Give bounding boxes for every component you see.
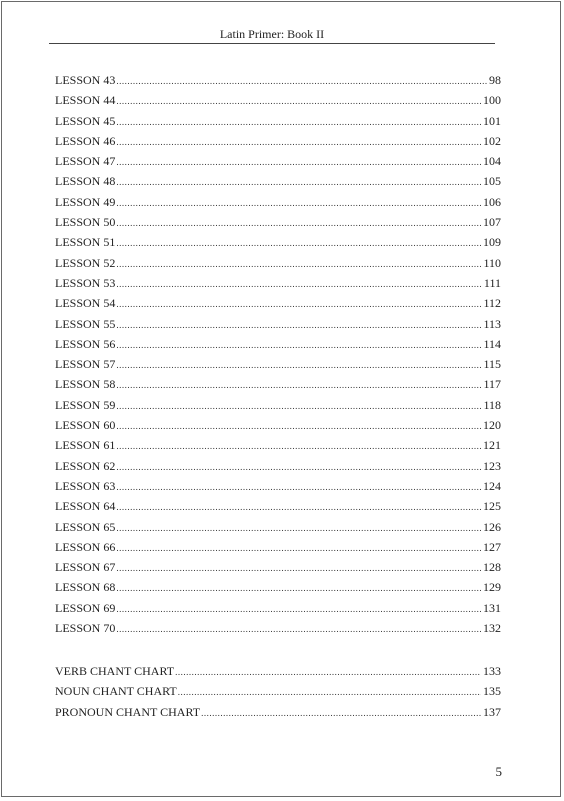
lesson-entry-label: LESSON 68 — [55, 580, 116, 595]
lesson-entry-label: LESSON 52 — [55, 255, 116, 270]
lesson-entry-page: 104 — [483, 154, 501, 169]
lesson-entry — [55, 435, 501, 455]
lesson-entry — [55, 212, 501, 232]
lesson-entry-page: 126 — [483, 519, 501, 534]
lesson-entry-label: LESSON 54 — [55, 296, 116, 311]
lesson-entry-label: LESSON 65 — [55, 519, 116, 534]
lesson-entry-label: LESSON 69 — [55, 600, 116, 615]
dot-leader — [116, 518, 481, 538]
appendix-entry-page: 137 — [483, 704, 501, 719]
dot-leader — [116, 132, 481, 152]
appendix-entry — [55, 702, 501, 722]
dot-leader — [116, 315, 481, 335]
lesson-entry-page: 125 — [483, 499, 501, 514]
appendix-entry-page: 133 — [483, 664, 501, 678]
lesson-entry — [55, 293, 501, 313]
lesson-entry-label: LESSON 62 — [55, 458, 116, 473]
lesson-entry-label: LESSON 51 — [55, 235, 116, 250]
lesson-entry-label: LESSON 47 — [55, 154, 116, 169]
lesson-entry-page: 118 — [483, 397, 501, 412]
lesson-entry-label: LESSON 46 — [55, 133, 116, 148]
lesson-entry-label: LESSON 57 — [55, 357, 116, 372]
lesson-entry-page: 121 — [483, 438, 501, 453]
page-number: 5 — [495, 764, 502, 779]
running-header — [49, 26, 495, 44]
lesson-entry — [55, 476, 501, 496]
lesson-entry-page: 120 — [483, 418, 501, 433]
lesson-entry-page: 112 — [483, 296, 501, 311]
dot-leader — [116, 274, 482, 294]
appendix-entry — [55, 681, 501, 701]
dot-leader — [116, 477, 481, 497]
dot-leader — [116, 355, 481, 375]
dot-leader — [175, 662, 481, 682]
lesson-entry — [55, 151, 501, 171]
appendix-entry-label: VERB CHANT CHART — [55, 664, 175, 678]
lesson-entry-label: LESSON 70 — [55, 621, 116, 636]
lesson-entry-page: 117 — [483, 377, 501, 392]
lesson-entry-label: LESSON 67 — [55, 560, 116, 575]
lesson-entry-page: 107 — [483, 215, 501, 230]
dot-leader — [116, 193, 481, 213]
dot-leader — [116, 558, 481, 578]
appendix-entry — [55, 661, 501, 681]
lesson-entry — [55, 111, 501, 131]
lesson-entry-page: 113 — [483, 316, 501, 331]
dot-leader — [116, 254, 481, 274]
lesson-entry — [55, 577, 501, 597]
lesson-entry — [55, 334, 501, 354]
lesson-entry — [55, 253, 501, 273]
lesson-entry — [55, 395, 501, 415]
appendix-toc-list — [55, 661, 501, 722]
lesson-entry-page: 98 — [489, 73, 501, 87]
lesson-entry-label: LESSON 45 — [55, 113, 116, 128]
dot-leader — [116, 436, 481, 456]
lesson-entry-page: 132 — [483, 621, 501, 636]
lesson-entry-page: 131 — [483, 600, 501, 615]
lesson-entry — [55, 171, 501, 191]
lesson-entry-page: 100 — [483, 93, 501, 108]
dot-leader — [116, 152, 481, 172]
dot-leader — [201, 703, 481, 723]
lesson-toc-list — [55, 70, 501, 638]
lesson-entry-label: LESSON 56 — [55, 336, 116, 351]
dot-leader — [116, 599, 481, 619]
dot-leader — [116, 457, 481, 477]
lesson-entry — [55, 557, 501, 577]
lesson-entry-page: 101 — [483, 113, 501, 128]
lesson-entry-page: 105 — [483, 174, 501, 189]
lesson-entry-page: 129 — [483, 580, 501, 595]
dot-leader — [116, 91, 481, 111]
lesson-entry — [55, 192, 501, 212]
lesson-entry — [55, 232, 501, 252]
lesson-entry-page: 111 — [483, 275, 501, 290]
dot-leader — [116, 578, 481, 598]
lesson-entry — [55, 70, 501, 90]
lesson-entry — [55, 415, 501, 435]
lesson-entry-page: 106 — [483, 194, 501, 209]
lesson-entry — [55, 273, 501, 293]
lesson-entry-label: LESSON 48 — [55, 174, 116, 189]
lesson-entry — [55, 517, 501, 537]
dot-leader — [116, 172, 481, 192]
lesson-entry-label: LESSON 53 — [55, 275, 116, 290]
lesson-entry — [55, 456, 501, 476]
lesson-entry-page: 114 — [483, 336, 501, 351]
lesson-entry-page: 115 — [483, 357, 501, 372]
lesson-entry-page: 128 — [483, 560, 501, 575]
lesson-entry-page: 102 — [483, 133, 501, 148]
dot-leader — [116, 375, 481, 395]
dot-leader — [116, 416, 481, 436]
lesson-entry-label: LESSON 43 — [55, 73, 116, 87]
lesson-entry-label: LESSON 60 — [55, 418, 116, 433]
lesson-entry-label: LESSON 59 — [55, 397, 116, 412]
lesson-entry — [55, 537, 501, 557]
dot-leader — [116, 112, 481, 132]
header-title: Latin Primer: Book II — [219, 27, 325, 41]
lesson-entry — [55, 598, 501, 618]
appendix-entry-label: NOUN CHANT CHART — [55, 684, 177, 699]
lesson-entry — [55, 131, 501, 151]
dot-leader — [116, 213, 481, 233]
lesson-entry-label: LESSON 64 — [55, 499, 116, 514]
lesson-entry-label: LESSON 50 — [55, 215, 116, 230]
dot-leader — [116, 396, 481, 416]
lesson-entry — [55, 314, 501, 334]
lesson-entry-label: LESSON 55 — [55, 316, 116, 331]
dot-leader — [116, 335, 481, 355]
lesson-entry — [55, 354, 501, 374]
dot-leader — [116, 619, 481, 639]
dot-leader — [178, 682, 481, 702]
dot-leader — [116, 497, 481, 517]
appendix-entry-page: 135 — [483, 684, 501, 699]
lesson-entry-page: 110 — [483, 255, 501, 270]
lesson-entry-label: LESSON 44 — [55, 93, 116, 108]
document-page — [1, 1, 561, 797]
dot-leader — [116, 538, 481, 558]
lesson-entry — [55, 496, 501, 516]
lesson-entry — [55, 90, 501, 110]
lesson-entry — [55, 374, 501, 394]
lesson-entry-label: LESSON 61 — [55, 438, 116, 453]
lesson-entry-label: LESSON 66 — [55, 539, 116, 554]
lesson-entry-label: LESSON 49 — [55, 194, 116, 209]
lesson-entry-label: LESSON 58 — [55, 377, 116, 392]
lesson-entry-page: 123 — [483, 458, 501, 473]
lesson-entry-page: 127 — [483, 539, 501, 554]
lesson-entry-label: LESSON 63 — [55, 478, 116, 493]
dot-leader — [116, 233, 481, 253]
lesson-entry — [55, 618, 501, 638]
appendix-entry-label: PRONOUN CHANT CHART — [55, 704, 201, 719]
dot-leader — [116, 71, 487, 91]
dot-leader — [116, 294, 481, 314]
lesson-entry-page: 109 — [483, 235, 501, 250]
lesson-entry-page: 124 — [483, 478, 501, 493]
